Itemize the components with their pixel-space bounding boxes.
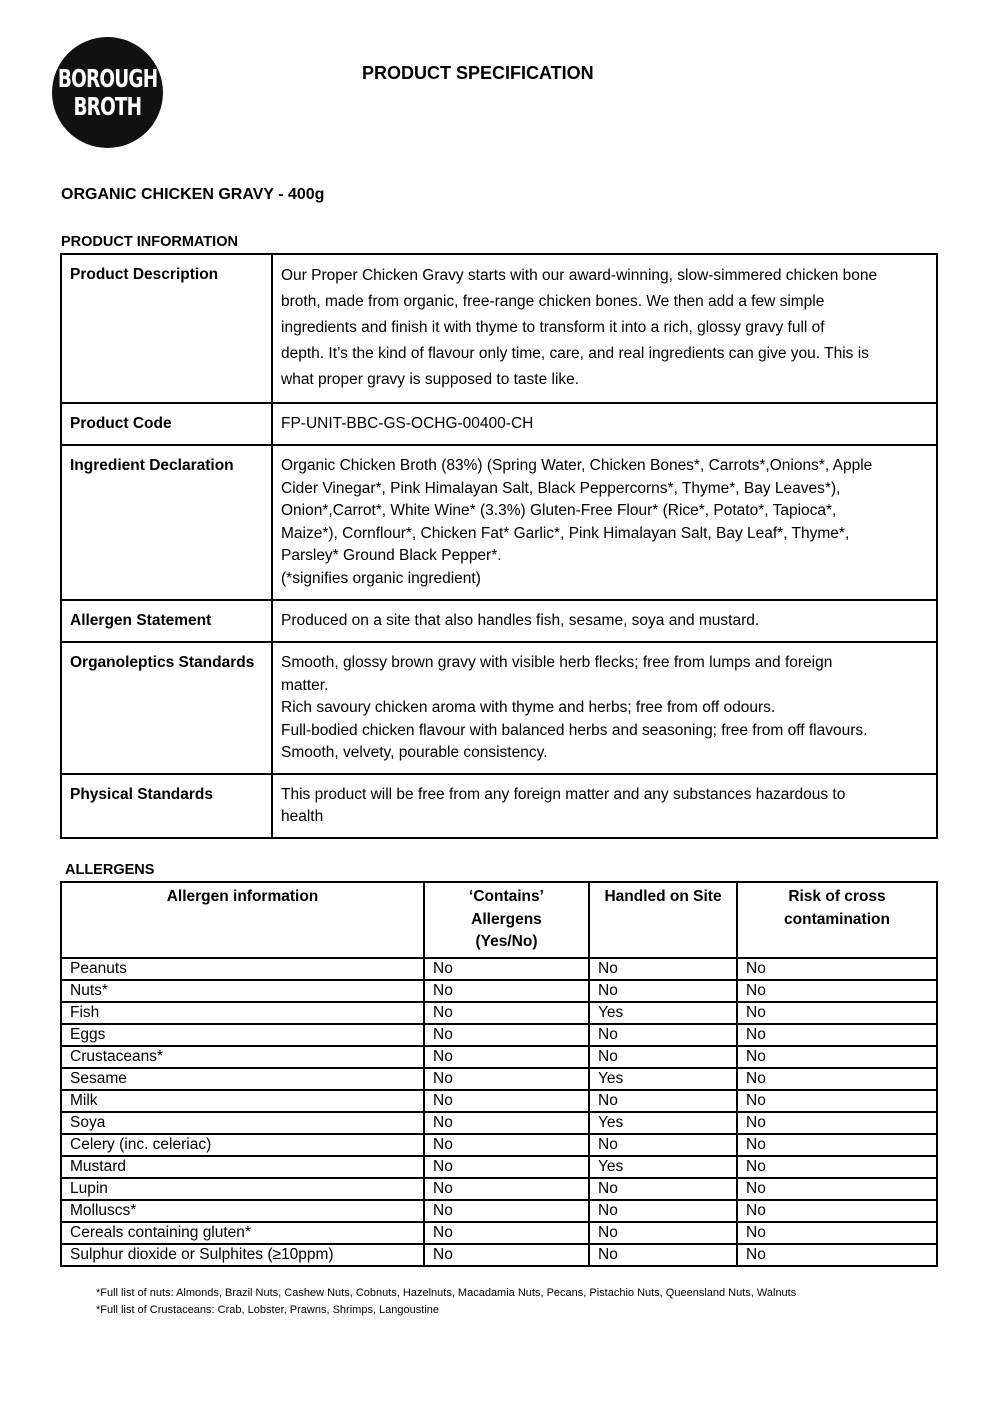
contains-value: No xyxy=(424,1046,589,1068)
info-value-line: Onion*,Carrot*, White Wine* (3.3%) Gluten-Free Flour* (Rice*, Potato*, Tapioca*, xyxy=(281,502,837,519)
handled-on-site-value: No xyxy=(589,958,737,980)
allergen-row xyxy=(61,1134,937,1156)
contains-value: No xyxy=(424,1156,589,1178)
allergen-name: Celery (inc. celeriac) xyxy=(61,1134,424,1156)
header-line: Allergens xyxy=(471,910,542,928)
info-value xyxy=(272,254,937,403)
allergen-name: Milk xyxy=(61,1090,424,1112)
handled-on-site-value: Yes xyxy=(589,1002,737,1024)
info-value-line: Smooth, velvety, pourable consistency. xyxy=(281,744,548,761)
allergen-name: Eggs xyxy=(61,1024,424,1046)
info-value-line: Maize*), Cornflour*, Chicken Fat* Garlic*, Pink Himalayan Salt, Bay Leaf*, Thyme*, xyxy=(281,524,850,542)
info-value-line: ingredients and finish it with thyme to transform it into a rich, glossy gravy full of xyxy=(281,319,825,336)
allergen-row xyxy=(61,1244,937,1266)
info-value xyxy=(272,774,937,838)
allergen-row xyxy=(61,980,937,1002)
handled-on-site-value: Yes xyxy=(589,1156,737,1178)
contains-value: No xyxy=(424,1200,589,1222)
allergen-row xyxy=(61,1112,937,1134)
info-value-line: (*signifies organic ingredient) xyxy=(281,569,481,587)
info-row xyxy=(61,642,937,774)
allergen-row xyxy=(61,1068,937,1090)
cross-contamination-value: No xyxy=(737,1134,937,1156)
allergen-name: Lupin xyxy=(61,1178,424,1200)
handled-on-site-value: No xyxy=(589,1200,737,1222)
info-row xyxy=(61,600,937,642)
allergen-row xyxy=(61,1200,937,1222)
info-label: Product Code xyxy=(61,403,272,445)
logo-text-line1: BOROUGH xyxy=(57,63,158,93)
allergen-name: Cereals containing gluten* xyxy=(61,1222,424,1244)
info-value-line: Cider Vinegar*, Pink Himalayan Salt, Black Peppercorns*, Thyme*, Bay Leaves*), xyxy=(281,479,841,497)
allergens-heading: ALLERGENS xyxy=(65,862,155,878)
info-label: Allergen Statement xyxy=(61,600,272,642)
cross-contamination-value: No xyxy=(737,1002,937,1024)
cross-contamination-value: No xyxy=(737,980,937,1002)
allergen-row xyxy=(61,1024,937,1046)
handled-on-site-value: No xyxy=(589,1244,737,1266)
allergen-name: Fish xyxy=(61,1002,424,1024)
contains-value: No xyxy=(424,1178,589,1200)
cross-contamination-value: No xyxy=(737,1200,937,1222)
info-row xyxy=(61,774,937,838)
handled-on-site-value: No xyxy=(589,1046,737,1068)
cross-contamination-value: No xyxy=(737,1112,937,1134)
allergen-row xyxy=(61,958,937,980)
header-handled-on-site xyxy=(589,882,737,958)
allergen-name: Sulphur dioxide or Sulphites (≥10ppm) xyxy=(61,1244,424,1266)
contains-value: No xyxy=(424,1222,589,1244)
allergen-row xyxy=(61,1222,937,1244)
contains-value: No xyxy=(424,1002,589,1024)
info-value-line: Organic Chicken Broth (83%) (Spring Water, Chicken Bones*, Carrots*,Onions*, Apple xyxy=(281,457,873,474)
allergen-header-row xyxy=(61,882,937,958)
allergen-table xyxy=(60,881,938,1267)
allergen-row xyxy=(61,1090,937,1112)
info-value xyxy=(272,642,937,774)
cross-contamination-value: No xyxy=(737,1178,937,1200)
logo-text-line2: BROTH xyxy=(73,91,142,121)
info-value xyxy=(272,445,937,600)
cross-contamination-value: No xyxy=(737,1156,937,1178)
allergen-name: Soya xyxy=(61,1112,424,1134)
header-line: (Yes/No) xyxy=(475,933,538,950)
contains-value: No xyxy=(424,980,589,1002)
allergen-row xyxy=(61,1178,937,1200)
product-information-table xyxy=(60,253,938,839)
handled-on-site-value: No xyxy=(589,980,737,1002)
info-value-line: Full-bodied chicken flavour with balanced herbs and seasoning; free from off flavours. xyxy=(281,721,868,739)
info-value-line: matter. xyxy=(281,676,329,694)
cross-contamination-value: No xyxy=(737,1244,937,1266)
info-value-line: Our Proper Chicken Gravy starts with our award-winning, slow-simmered chicken bone xyxy=(281,267,878,284)
header-allergen-information xyxy=(61,882,424,958)
header-risk-cross-contamination xyxy=(737,882,937,958)
header-line: Handled on Site xyxy=(604,888,722,905)
info-value-line: depth. It’s the kind of flavour only time, care, and real ingredients can give you. This is xyxy=(281,345,869,362)
cross-contamination-value: No xyxy=(737,958,937,980)
info-label: Physical Standards xyxy=(61,774,272,838)
allergen-name: Crustaceans* xyxy=(61,1046,424,1068)
allergen-name: Molluscs* xyxy=(61,1200,424,1222)
allergen-row xyxy=(61,1046,937,1068)
allergen-row xyxy=(61,1156,937,1178)
info-row xyxy=(61,445,937,600)
product-information-heading: PRODUCT INFORMATION xyxy=(61,234,238,250)
header-contains-allergens xyxy=(424,882,589,958)
header-line: ‘Contains’ xyxy=(469,888,544,905)
info-value-line: Smooth, glossy brown gravy with visible herb flecks; free from lumps and foreign xyxy=(281,654,833,671)
allergen-name: Nuts* xyxy=(61,980,424,1002)
footnote-crustaceans: *Full list of Crustaceans: Crab, Lobster, Prawns, Shrimps, Langoustine xyxy=(96,1304,439,1316)
info-value-line: This product will be free from any foreign matter and any substances hazardous to xyxy=(281,785,846,803)
cross-contamination-value: No xyxy=(737,1068,937,1090)
info-value xyxy=(272,600,937,642)
info-value-line: health xyxy=(281,808,324,825)
header-line: Risk of cross xyxy=(788,888,886,905)
header-line: contamination xyxy=(784,910,890,928)
contains-value: No xyxy=(424,1112,589,1134)
allergen-name: Mustard xyxy=(61,1156,424,1178)
contains-value: No xyxy=(424,1244,589,1266)
info-label: Product Description xyxy=(61,254,272,403)
page-title: PRODUCT SPECIFICATION xyxy=(362,63,594,83)
info-label: Organoleptics Standards xyxy=(61,642,272,774)
footnote-nuts: *Full list of nuts: Almonds, Brazil Nuts, Cashew Nuts, Cobnuts, Hazelnuts, Macadamia Nuts, Pecans, Pistachio Nuts, Queensland Nuts, Walnuts xyxy=(96,1287,797,1299)
info-value-line: broth, made from organic, free-range chicken bones. We then add a few simple xyxy=(281,293,825,310)
info-label: Ingredient Declaration xyxy=(61,445,272,600)
info-value-line: FP-UNIT-BBC-GS-OCHG-00400-CH xyxy=(281,415,534,432)
cross-contamination-value: No xyxy=(737,1046,937,1068)
info-row xyxy=(61,254,937,403)
contains-value: No xyxy=(424,1134,589,1156)
allergen-name: Peanuts xyxy=(61,958,424,980)
handled-on-site-value: No xyxy=(589,1134,737,1156)
contains-value: No xyxy=(424,1068,589,1090)
info-value-line: Parsley* Ground Black Pepper*. xyxy=(281,547,502,564)
allergen-name: Sesame xyxy=(61,1068,424,1090)
handled-on-site-value: No xyxy=(589,1024,737,1046)
header-line: Allergen information xyxy=(166,888,319,905)
contains-value: No xyxy=(424,1024,589,1046)
info-row xyxy=(61,403,937,445)
info-value-line: Produced on a site that also handles fish, sesame, soya and mustard. xyxy=(281,612,760,629)
brand-logo xyxy=(52,37,163,148)
cross-contamination-value: No xyxy=(737,1024,937,1046)
product-name: ORGANIC CHICKEN GRAVY - 400g xyxy=(61,186,325,203)
allergen-row xyxy=(61,1002,937,1024)
contains-value: No xyxy=(424,1090,589,1112)
cross-contamination-value: No xyxy=(737,1222,937,1244)
cross-contamination-value: No xyxy=(737,1090,937,1112)
handled-on-site-value: No xyxy=(589,1090,737,1112)
handled-on-site-value: Yes xyxy=(589,1112,737,1134)
info-value xyxy=(272,403,937,445)
handled-on-site-value: No xyxy=(589,1178,737,1200)
info-value-line: Rich savoury chicken aroma with thyme and herbs; free from off odours. xyxy=(281,699,776,716)
info-value-line: what proper gravy is supposed to taste like. xyxy=(281,371,580,388)
contains-value: No xyxy=(424,958,589,980)
handled-on-site-value: No xyxy=(589,1222,737,1244)
handled-on-site-value: Yes xyxy=(589,1068,737,1090)
